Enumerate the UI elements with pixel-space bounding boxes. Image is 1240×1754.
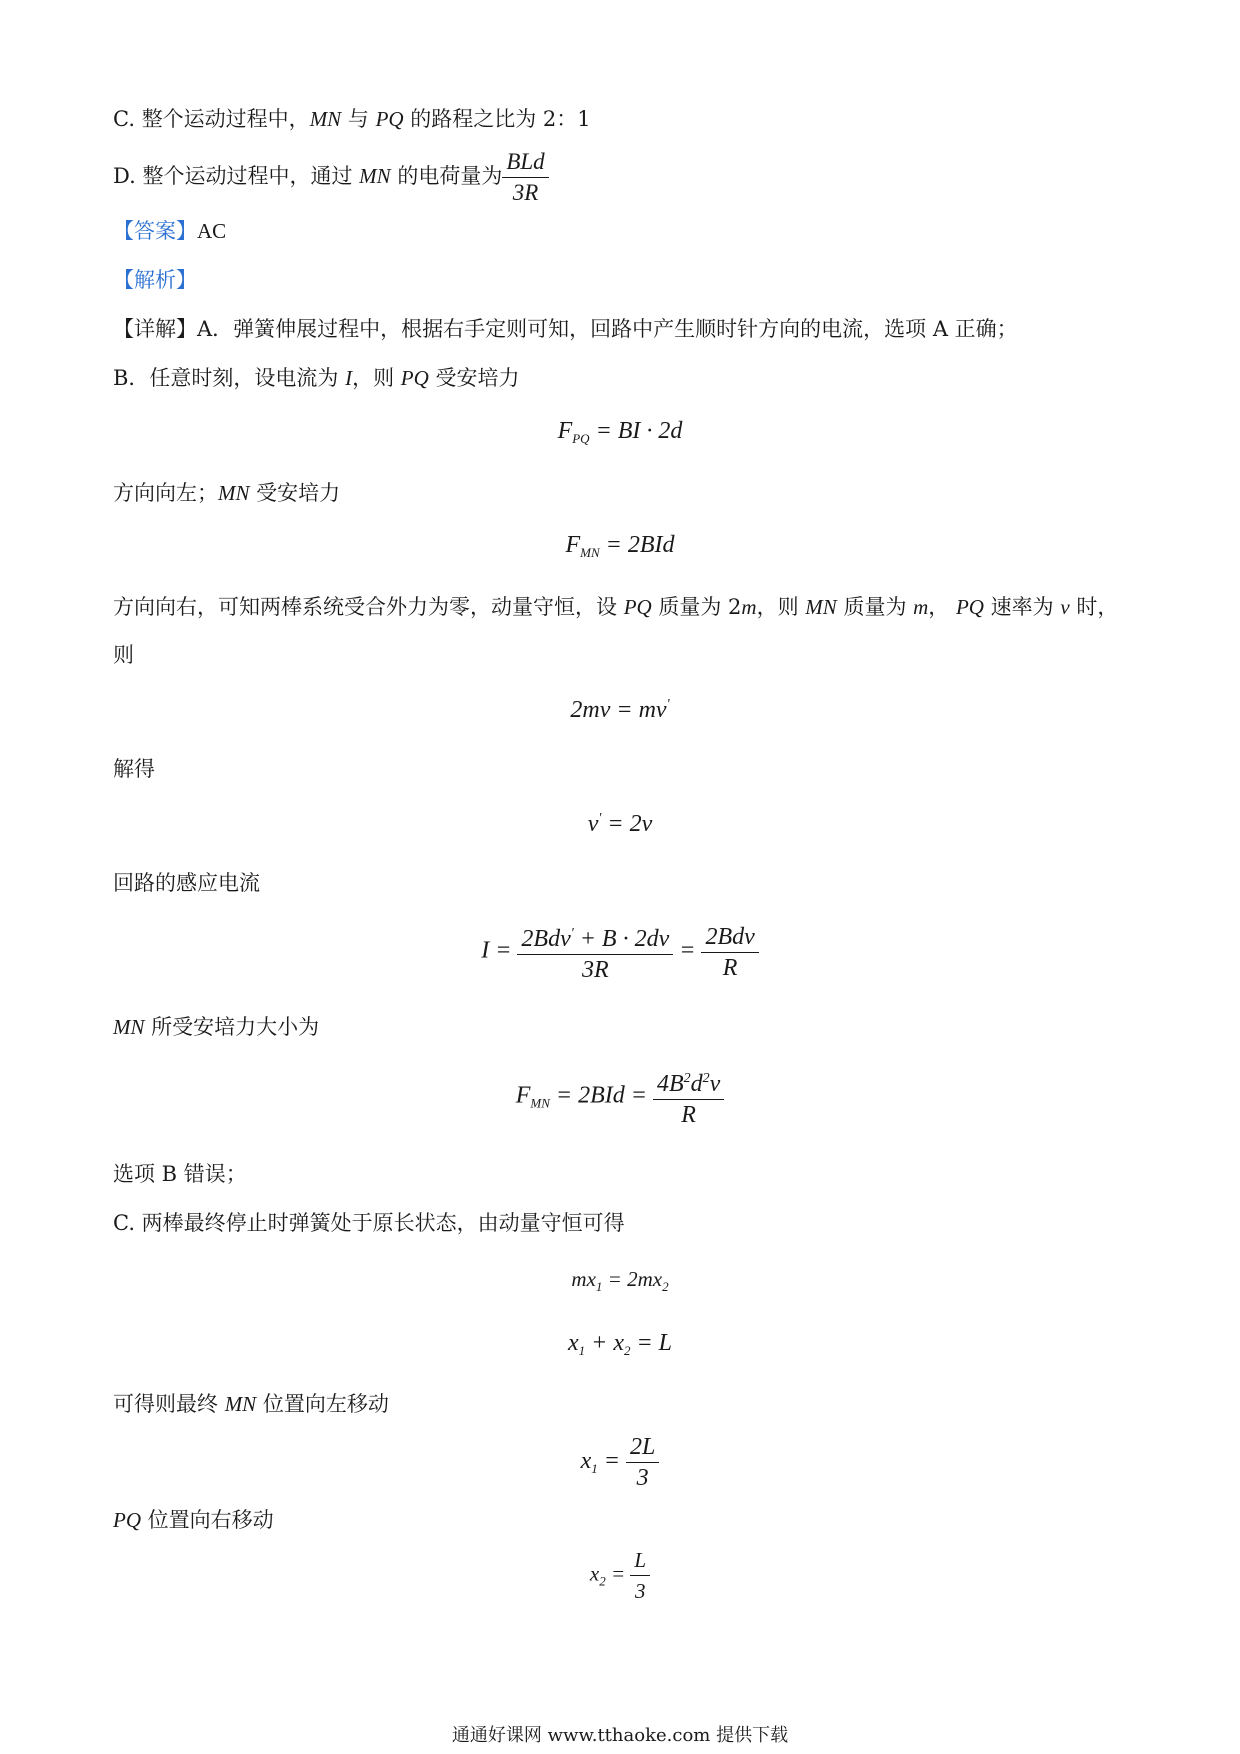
mn-force-line: MN 所受安培力大小为 bbox=[113, 1015, 320, 1039]
answer-tag: 【答案】 bbox=[113, 219, 197, 243]
detail-a: 【详解】A．弹簧伸展过程中，根据右手定则可知，回路中产生顺时针方向的电流，选项 A 正确； bbox=[113, 317, 1018, 341]
analysis-tag: 【解析】 bbox=[113, 268, 197, 292]
option-c: C. 整个运动过程中，MN 与 PQ 的路程之比为 2：1 bbox=[113, 107, 591, 131]
page-footer: 通通好课网 www.tthaoke.com 提供下载 bbox=[451, 1725, 789, 1746]
charge-fraction: $\frac{\text{BLd}}{3R}$ bbox=[502, 147, 548, 208]
direction-left: 方向向左；MN 受安培力 bbox=[113, 481, 341, 505]
solve-line: 解得 bbox=[113, 757, 155, 781]
equation-fpq: $F_{PQ}$ = BI · 2d bbox=[557, 418, 683, 446]
equation-current: I = $\frac{2Bdv' + B \cdot 2dv}{3R}$ = $\frac{\text{2Bdv}}{R}$ bbox=[0, 919, 1240, 985]
pq-move-line: PQ 位置向右移动 bbox=[113, 1508, 274, 1532]
then-line: 则 bbox=[113, 643, 134, 667]
equation-momentum: 2mv = mv' bbox=[570, 697, 670, 723]
analysis-line bbox=[113, 265, 197, 295]
option-d: D. 整个运动过程中，通过 MN 的电荷量为 $\frac{\text{BLd}}{3R}$ bbox=[113, 146, 549, 208]
equation-x1: $x_1$ = $\frac{2L}{3}$ bbox=[0, 1432, 1240, 1493]
equation-conservation-2: $x_1 + x_2 = L$ bbox=[567, 1330, 673, 1358]
current-line: 回路的感应电流 bbox=[113, 871, 260, 895]
b-wrong-line: 选项 B 错误； bbox=[113, 1162, 247, 1186]
mn-move-line: 可得则最终 MN 位置向左移动 bbox=[113, 1392, 389, 1416]
equation-vprime: v' = 2v bbox=[587, 811, 653, 837]
equation-x2: $x_2$ = $\frac{L}{3}$ bbox=[0, 1545, 1240, 1606]
equation-force: $F_{MN} = 2BId$ = $\frac{4B^2d^2v}{R}$ bbox=[0, 1064, 1240, 1130]
answer-value: AC bbox=[197, 219, 227, 243]
direction-right: 方向向右，可知两棒系统受合外力为零，动量守恒，设 PQ 质量为 2m，则 MN 质量为 m， PQ 速率为 v 时， bbox=[113, 595, 1119, 619]
detail-b: B．任意时刻，设电流为 I，则 PQ 受安培力 bbox=[113, 366, 520, 390]
equation-fmn: $F_{MN} = 2BId$ bbox=[565, 532, 675, 560]
detail-c: C. 两棒最终停止时弹簧处于原长状态，由动量守恒可得 bbox=[113, 1211, 625, 1235]
answer-line bbox=[113, 216, 226, 246]
equation-conservation-1: $mx_1 = 2mx_2$ bbox=[571, 1267, 669, 1294]
detail-tag: 【详解】 bbox=[113, 317, 197, 341]
